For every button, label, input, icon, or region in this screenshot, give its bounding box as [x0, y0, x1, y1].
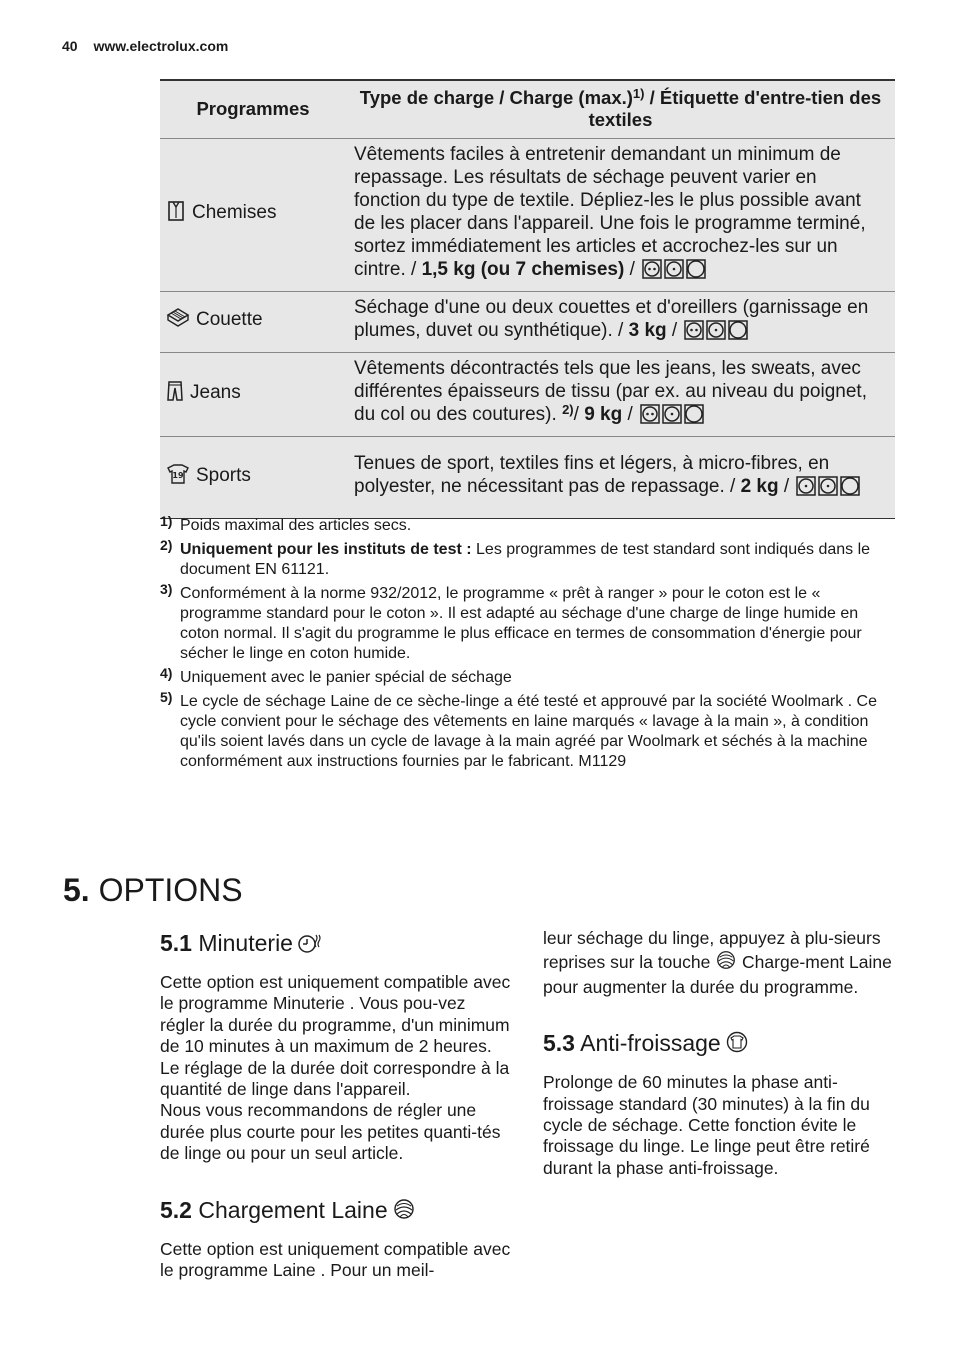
- program-name-cell: [160, 292, 346, 353]
- footnote: 1) Poids maximal des articles secs.: [160, 513, 412, 534]
- svg-text:19: 19: [172, 470, 184, 480]
- paragraph: leur séchage du linge, appuyez à plu-sieurs reprises sur la touche Charge-ment Laine pour augmenter la durée du programme.: [543, 928, 892, 997]
- paragraph: Cette option est uniquement compatible avec le programme Laine . Pour un meil-: [160, 1238, 511, 1281]
- chapter-title: 5. OPTIONS: [63, 872, 243, 908]
- program-name: Sports: [196, 464, 251, 486]
- site-url: www.electrolux.com: [93, 38, 229, 54]
- program-name-cell: [160, 437, 346, 519]
- footnote: 3) Conformément à la norme 932/2012, le programme « prêt à ranger » pour le coton est le « programme standard pour le coton ». Il est adapté au séchage d'une charge de linge humide en coton normal. Il s'agit du programme le plus efficace en termes de consommation d'énergie pour sécher le linge en coton humide.: [160, 581, 862, 662]
- page-header: [62, 38, 228, 54]
- program-name-cell: [160, 353, 346, 437]
- program-name-cell: [160, 139, 346, 292]
- care-label-icons: [796, 476, 862, 502]
- footnote: 5) Le cycle de séchage Laine de ce sèche-linge a été testé et approuvé par la société Woolmark . Ce cycle convient pour le séchage des vêtements en laine marqués « lavage à la main », à condition qu'ils soient lavés dans un cycle de lavage à la main agréé par Woolmark et séchés à la machine conformément aux instructions fournies par le fabricant. M1129: [160, 689, 878, 770]
- duvet-icon: [166, 307, 190, 335]
- tumble-dry-icon: [728, 320, 748, 340]
- left-column: [160, 928, 512, 1303]
- footnote: 4) Uniquement avec le panier spécial de séchage: [160, 665, 512, 686]
- right-column: [543, 928, 895, 1201]
- footnotes: [160, 513, 895, 776]
- tumble-dry-icon: [684, 404, 704, 424]
- section-heading-anti-crease: 5.3 Anti-froissage: [543, 1028, 895, 1061]
- program-name: Couette: [196, 309, 263, 330]
- page-number: 40: [62, 38, 78, 54]
- care-label-icons: [640, 404, 706, 430]
- program-desc-cell: Vêtements faciles à entretenir demandant un minimum de repassage. Les résultats de séchage peuvent varier en fonction du type de textile. Dépliez-les le plus possible avant de les placer dans l'appareil. Une fois le programme terminé, sortez immédiatement les articles et accrochez-les sur un cintre. / 1,5 kg (ou 7 chemises) /: [346, 139, 895, 292]
- section-heading-timer: 5.1 Minuterie: [160, 928, 512, 961]
- table-row: [160, 437, 895, 519]
- wool-icon: [392, 1197, 416, 1228]
- tumble-dry-one-dot-icon: [706, 320, 726, 340]
- program-desc-cell: Séchage d'une ou deux couettes et d'oreillers (garnissage en plumes, duvet ou synthétique). / 3 kg /: [346, 292, 895, 353]
- timer-icon: [297, 931, 323, 961]
- paragraph: Nous vous recommandons de régler une durée plus courte pour les petites quanti-tés de linge ou pour un seul article.: [160, 1100, 501, 1164]
- care-label-icons: [642, 259, 708, 285]
- table-row: [160, 353, 895, 437]
- tumble-dry-one-dot-icon: [818, 476, 838, 496]
- tumble-dry-icon: [686, 259, 706, 279]
- anti-crease-icon: [725, 1030, 749, 1061]
- tumble-dry-two-dots-icon: [642, 259, 662, 279]
- programmes-table: [160, 79, 895, 519]
- paragraph: Prolonge de 60 minutes la phase anti-froissage standard (30 minutes) à la fin du cycle de séchage. Cette fonction évite le froissage du linge. Le linge peut être retiré durant la phase anti-froissage.: [543, 1072, 870, 1178]
- col-header-load: Type de charge / Charge $(\max.)^{1)}$ / Étiquette d'entre-tien des textiles: [346, 80, 895, 139]
- care-label-icons: [684, 320, 750, 346]
- tumble-dry-one-dot-icon: [664, 259, 684, 279]
- tumble-dry-one-dot-icon: [796, 476, 816, 496]
- col-header-programmes: Programmes: [160, 80, 346, 139]
- section-heading-wool: 5.2 Chargement Laine: [160, 1195, 512, 1228]
- table-header-row: [160, 80, 895, 139]
- program-name: Jeans: [190, 381, 241, 403]
- program-desc-cell: Tenues de sport, textiles fins et légers, à micro-fibres, en polyester, ne nécessitant pas de repassage. / 2 kg /: [346, 437, 895, 519]
- shirt-icon: [166, 200, 186, 228]
- jeans-icon: [166, 380, 184, 408]
- paragraph: Cette option est uniquement compatible avec le programme Minuterie . Vous pou-vez régler la durée du programme, d'un minimum de 10 minutes à un maximum de 2 heures. Le réglage de la durée doit correspondre à la quantité de linge dans l'appareil.: [160, 972, 511, 1100]
- tumble-dry-two-dots-icon: [684, 320, 704, 340]
- tumble-dry-icon: [840, 476, 860, 496]
- sports-shirt-icon: [166, 463, 190, 491]
- table-row: [160, 139, 895, 292]
- wool-icon: [715, 949, 737, 976]
- program-desc-cell: Vêtements décontractés tels que les jeans, les sweats, avec différentes épaisseurs de tissu (par ex. au niveau du poignet, du col ou des coutures). $^{2)}$/ 9 kg /: [346, 353, 895, 437]
- footnote: 2) Uniquement pour les instituts de test : Les programmes de test standard sont indiqués dans le document EN 61121.: [160, 537, 871, 578]
- table-row: [160, 292, 895, 353]
- program-name: Chemises: [192, 202, 277, 223]
- tumble-dry-two-dots-icon: [640, 404, 660, 424]
- tumble-dry-one-dot-icon: [662, 404, 682, 424]
